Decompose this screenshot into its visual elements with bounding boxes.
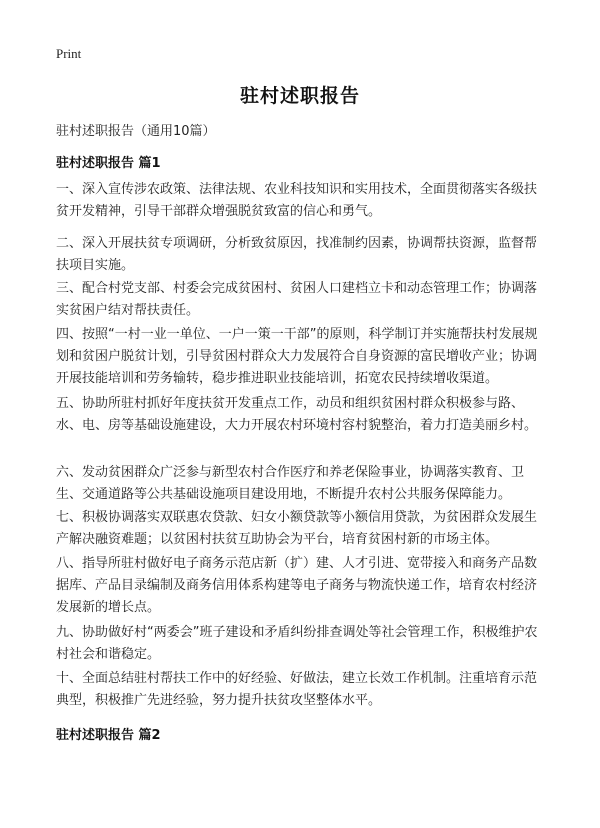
paragraph: 八、指导所驻村做好电子商务示范店新（扩）建、人才引进、宽带接入和商务产品数据库、产品目录编制及商务信用体系构建等电子商务与物流快递工作，培育农村经济发展新的增长点。	[56, 556, 538, 615]
section-heading-1: 驻村述职报告 篇1	[56, 156, 161, 171]
paragraph: 九、协助做好村“两委会”班子建设和矛盾纠纷排查调处等社会管理工作，积极维护农村社会和谐稳定。	[56, 625, 538, 662]
print-link[interactable]: Print	[56, 46, 82, 61]
section-heading-2: 驻村述职报告 篇2	[56, 728, 161, 743]
paragraph: 一、深入宣传涉农政策、法律法规、农业科技知识和实用技术，全面贯彻落实各级扶贫开发精神，引导干部群众增强脱贫致富的信心和勇气。	[56, 182, 538, 219]
page-title: 驻村述职报告	[239, 85, 360, 107]
document-subtitle: 驻村述职报告（通用10篇）	[56, 124, 216, 139]
paragraph: 六、发动贫困群众广泛参与新型农村合作医疗和养老保险事业，协调落实教育、卫生、交通道路等公共基础设施项目建设用地，不断提升农村公共服务保障能力。	[56, 465, 525, 502]
paragraph: 三、配合村党支部、村委会完成贫困村、贫困人口建档立卡和动态管理工作；协调落实贫困户结对帮扶责任。	[56, 281, 538, 318]
paragraph: 二、深入开展扶贫专项调研，分析致贫原因，找准制约因素，协调帮扶资源，监督帮扶项目实施。	[56, 236, 538, 273]
paragraph: 五、协助所驻村抓好年度扶贫开发重点工作，动员和组织贫困村群众积极参与路、水、电、房等基础设施建设，大力开展农村环境村容村貌整治，着力打造美丽乡村。	[56, 396, 538, 433]
paragraph: 十、全面总结驻村帮扶工作中的好经验、好做法，建立长效工作机制。注重培育示范典型，积极推广先进经验，努力提升扶贫攻坚整体水平。	[56, 671, 538, 708]
paragraph: 七、积极协调落实双联惠农贷款、妇女小额贷款等小额信用贷款，为贫困群众发展生产解决融资难题；以贫困村扶贫互助协会为平台，培育贫困村新的市场主体。	[56, 510, 538, 547]
paragraph: 四、按照“一村一业一单位、一户一策一干部”的原则，科学制订并实施帮扶村发展规划和贫困户脱贫计划，引导贫困村群众大力发展符合自身资源的富民增收产业；协调开展技能培训和劳务输转，稳步推进职业技能培训，拓宽农民持续增收渠道。	[56, 327, 538, 386]
